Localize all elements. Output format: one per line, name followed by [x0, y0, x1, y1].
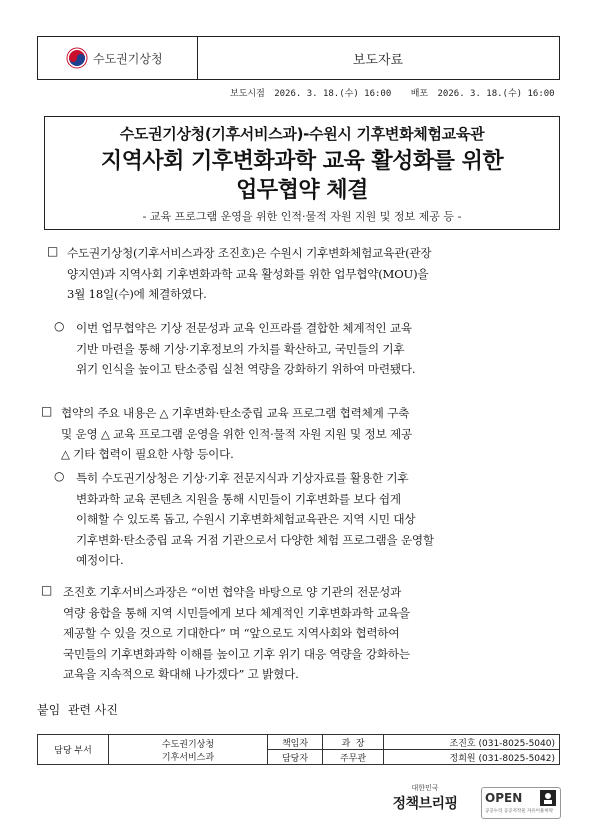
title-main-line2: 업무협약 체결 [236, 178, 368, 203]
attachment-note: 붙임 관련 사진 [37, 703, 118, 717]
open-sub-text: 공공누리 공공저작물 자유이용허락 [485, 809, 554, 814]
title-subtitle: 수도권기상청(기후서비스과)-수원시 기후변화체험교육관 [119, 125, 485, 143]
paragraph-line: 수도권기상청(기후서비스과장 조진호)은 수원시 기후변화체험교육관(관장 [67, 246, 432, 260]
open-main-text: OPEN [485, 791, 523, 805]
paragraph-line: △ 기타 협력이 필요한 사항 등이다. [61, 447, 234, 461]
dept-name [109, 735, 268, 765]
paragraph-line: 교육을 지속적으로 확대해 나가겠다” 고 밝혔다. [63, 667, 299, 681]
header-box [37, 36, 560, 80]
paragraph-line: 국민들의 기후변화과학 이해를 높이고 기후 위기 대응 역량을 강화하는 [63, 646, 410, 661]
paragraph-line: 기반 마련을 통해 기상·기후정보의 가치를 확산하고, 국민들의 기후 [76, 341, 405, 356]
paragraph-line: 역량 융합을 통해 지역 시민들에게 보다 체계적인 기후변화과학 교육을 [63, 605, 410, 620]
staff-label: 담당자 [268, 750, 323, 765]
dept-label: 담당 부서 [38, 735, 109, 765]
responsible-label: 책임자 [268, 735, 323, 750]
staff-title: 주무관 [323, 750, 384, 765]
staff-contact: 정희원 (031-8025-5042) [384, 750, 560, 765]
paragraph-line: 이번 업무협약은 기상 전문성과 교육 인프라를 결합한 체계적인 교육 [76, 321, 412, 335]
agency-name: 수도권기상청 [93, 51, 163, 66]
paragraph-line: 제공할 수 있을 것으로 기대한다” 며 “앞으로도 지역사회와 협력하여 [63, 626, 400, 640]
paragraph-line: 변화과학 교육 콘텐츠 지원을 통해 시민들이 기후변화를 보다 쉽게 [76, 491, 401, 506]
contact-table [37, 734, 560, 765]
title-box [44, 116, 560, 230]
paragraph-line: 3월 18일(수)에 체결하였다. [67, 287, 207, 301]
title-main-line1: 지역사회 기후변화과학 교육 활성화를 위한 [100, 149, 504, 174]
square-bullet: □ [41, 404, 53, 418]
distribution-date: 2026. 3. 18.(수) 16:00 [437, 89, 555, 99]
document-type: 보도자료 [352, 52, 404, 68]
open-license-badge [481, 787, 561, 819]
embargo-date: 2026. 3. 18.(수) 16:00 [274, 89, 392, 99]
brand-main-text: 정책브리핑 [392, 796, 458, 812]
policy-briefing-logo [385, 783, 465, 823]
paragraph-line: 및 운영 △ 교육 프로그램 운영을 위한 인적·물적 자원 지원 및 정보 제공 [61, 426, 413, 441]
responsible-title: 과 장 [323, 735, 384, 750]
kma-emblem-icon [66, 47, 88, 69]
agency-logo [66, 47, 163, 69]
paragraph-line: 기후변화·탄소중립 교육 거점 기관으로서 다양한 체험 프로그램을 운영할 [76, 532, 434, 547]
paragraph-line: 위기 인식을 높이고 탄소중립 실천 역량을 강화하기 위하여 마련됐다. [76, 362, 416, 376]
distribution-label: 배포 [410, 89, 429, 99]
paragraph-line: 협약의 주요 내용은 △ 기후변화·탄소중립 교육 프로그램 협력체계 구축 [61, 406, 410, 420]
circle-bullet: ○ [54, 319, 65, 333]
paragraph-line: 조진호 기후서비스과장은 “이번 협약을 바탕으로 양 기관의 전문성과 [63, 585, 402, 599]
paragraph-line: 예정이다. [76, 553, 124, 567]
dept-line1: 수도권기상청 [161, 739, 215, 750]
paragraph-line: 이해할 수 있도록 돕고, 수원시 기후변화체험교육관은 지역 시민 대상 [76, 512, 416, 526]
paragraph-line: 양지연)과 지역사회 기후변화과학 교육 활성화를 위한 업무협약(MOU)을 [67, 266, 429, 281]
embargo-label: 보도시점 [230, 89, 265, 99]
responsible-contact: 조진호 (031-8025-5040) [384, 735, 560, 750]
license-type-icon [540, 790, 556, 806]
square-bullet: □ [47, 244, 59, 258]
paragraph-line: 특히 수도권기상청은 기상·기후 전문지식과 기상자료를 활용한 기후 [76, 471, 409, 485]
circle-bullet: ○ [54, 469, 65, 483]
square-bullet: □ [41, 583, 53, 597]
dept-line2: 기후서비스과 [161, 752, 215, 763]
brand-top-text: 대한민국 [411, 784, 439, 792]
release-info [230, 86, 560, 99]
title-note: - 교육 프로그램 운영을 위한 인적·물적 자원 지원 및 정보 제공 등 - [142, 210, 462, 223]
